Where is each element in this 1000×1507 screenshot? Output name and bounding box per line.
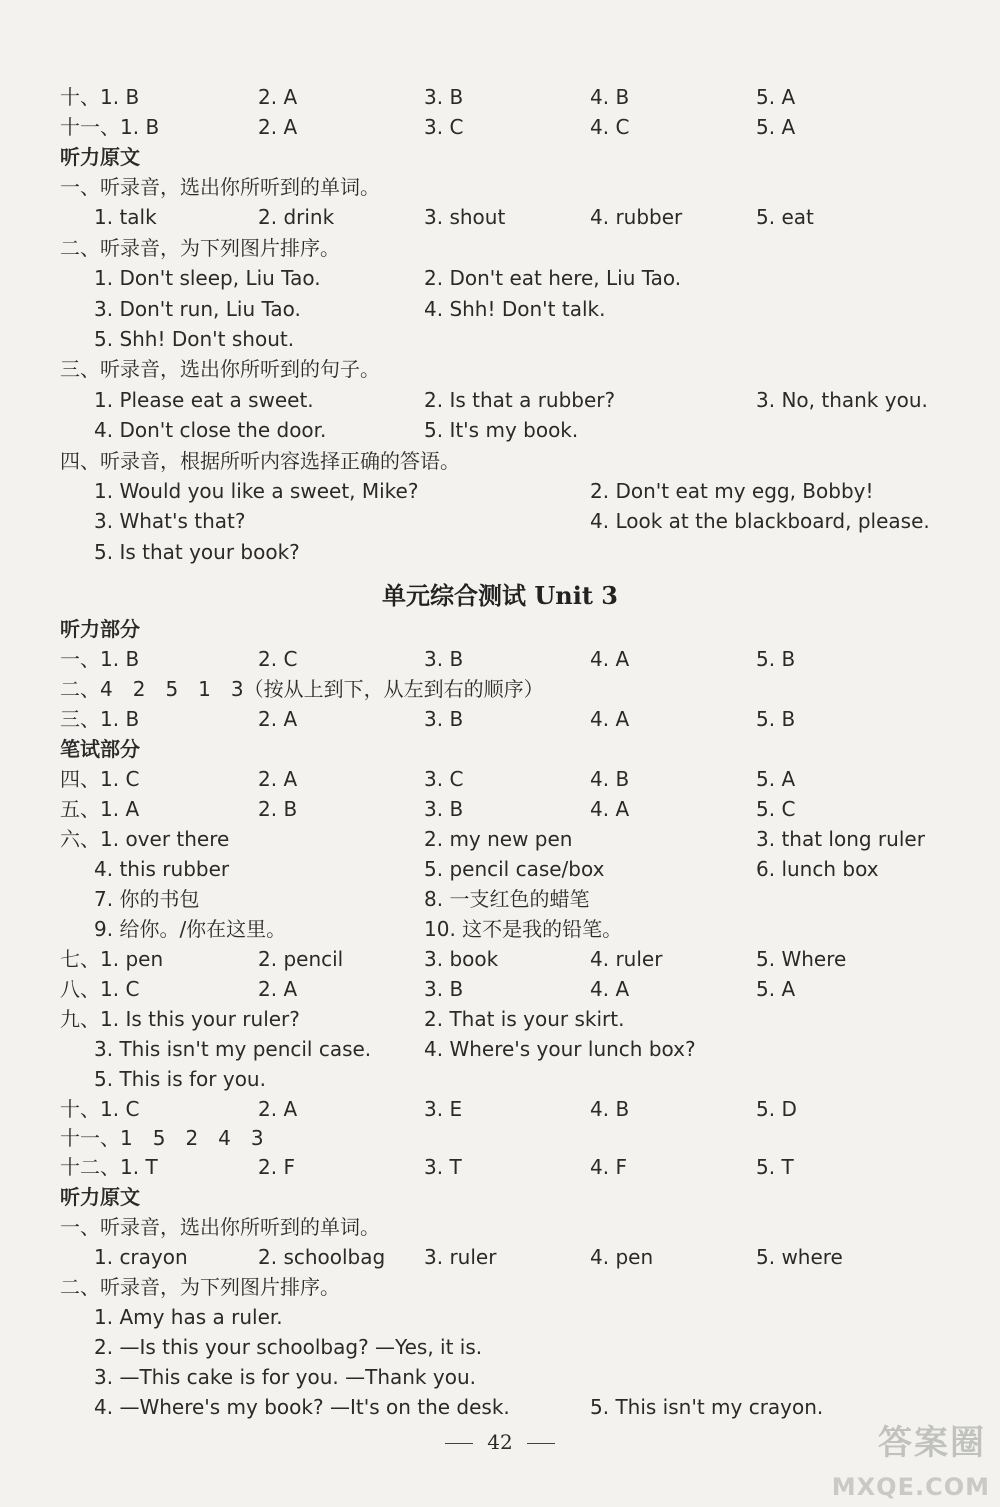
answer-item: 4. Where's your lunch box?: [424, 1037, 696, 1061]
answer-item: 4. Look at the blackboard, please.: [590, 509, 930, 533]
answer-item: 5. B: [756, 647, 796, 671]
answer-item: 3. that long ruler: [756, 827, 925, 851]
answer-item: 十、1. C: [60, 1097, 140, 1121]
answer-item: 4. C: [590, 115, 630, 139]
answer-item: 5. eat: [756, 205, 814, 229]
answer-item: 听力部分: [60, 617, 140, 641]
answer-item: 2. my new pen: [424, 827, 573, 851]
answer-item: 2. C: [258, 647, 298, 671]
answer-item: 3. C: [424, 115, 464, 139]
answer-item: 4. pen: [590, 1245, 654, 1269]
answer-row: [60, 1332, 970, 1362]
answer-item: 5. Shh! Don't shout.: [94, 327, 295, 351]
answer-item: 3. What's that?: [94, 509, 246, 533]
footer-dash-left: [445, 1443, 473, 1444]
answer-item: 2. That is your skirt.: [424, 1007, 625, 1031]
answer-item: 4. B: [590, 1097, 630, 1121]
answer-item: 3. B: [424, 707, 464, 731]
answer-item: 3. C: [424, 767, 464, 791]
answer-item: 三、1. B: [60, 707, 140, 731]
answer-row: [60, 1302, 970, 1332]
answer-row: [60, 854, 970, 884]
answer-row: [60, 476, 970, 506]
section-title: 单元综合测试 Unit 3: [382, 581, 618, 610]
answer-item: 1. crayon: [94, 1245, 188, 1269]
answer-item: 九、1. Is this your ruler?: [60, 1007, 300, 1031]
answer-row: [60, 537, 970, 567]
answer-item: 3. B: [424, 647, 464, 671]
answer-item: 3. B: [424, 85, 464, 109]
answer-item: 十、1. B: [60, 85, 140, 109]
answer-item: 4. Don't close the door.: [94, 418, 327, 442]
answer-item: 3. book: [424, 947, 499, 971]
answer-item: 2. F: [258, 1155, 295, 1179]
answer-item: 2. A: [258, 767, 298, 791]
answer-row: [60, 1064, 970, 1094]
answer-item: 五、1. A: [60, 797, 140, 821]
answer-row: [60, 172, 970, 202]
watermark-logo-text: 答案圈: [878, 1423, 986, 1463]
answer-item: 4. F: [590, 1155, 627, 1179]
answer-row: [60, 233, 970, 263]
answer-item: 5. where: [756, 1245, 843, 1269]
answer-item: 2. Is that a rubber?: [424, 388, 616, 412]
answer-item: 4. A: [590, 707, 630, 731]
answer-row: [60, 1094, 970, 1124]
answer-row: [60, 884, 970, 914]
answer-item: 5. This isn't my crayon.: [590, 1395, 824, 1419]
answer-item: 2. Don't eat here, Liu Tao.: [424, 266, 682, 290]
answer-row: [60, 974, 970, 1004]
answer-row: [60, 112, 970, 142]
answer-item: 三、听录音，选出你所听到的句子。: [60, 357, 380, 381]
answer-item: 5. A: [756, 85, 796, 109]
answer-item: 1. Please eat a sweet.: [94, 388, 314, 412]
answer-item: 8. 一支红色的蜡笔: [424, 887, 590, 911]
answer-item: 4. A: [590, 797, 630, 821]
answer-row: [60, 1272, 970, 1302]
answer-item: 4. A: [590, 977, 630, 1001]
answer-item: 3. —This cake is for you. —Thank you.: [94, 1365, 476, 1389]
answer-item: 二、听录音，为下列图片排序。: [60, 236, 340, 260]
answer-row: [60, 202, 970, 232]
answer-row: [60, 294, 970, 324]
page-number: 42: [487, 1430, 513, 1454]
answer-row: [60, 1212, 970, 1242]
answer-item: 2. A: [258, 1097, 298, 1121]
answer-item: 六、1. over there: [60, 827, 230, 851]
answer-row: [60, 415, 970, 445]
answer-item: 一、1. B: [60, 647, 140, 671]
answer-item: 2. A: [258, 707, 298, 731]
answer-row: [60, 385, 970, 415]
answer-item: 4. B: [590, 767, 630, 791]
answer-item: 一、听录音，选出你所听到的单词。: [60, 1215, 380, 1239]
answer-item: 四、听录音，根据所听内容选择正确的答语。: [60, 449, 460, 473]
answer-row: [60, 506, 970, 536]
answer-item: 3. B: [424, 977, 464, 1001]
answer-item: 3. T: [424, 1155, 462, 1179]
answer-item: 2. schoolbag: [258, 1245, 386, 1269]
answer-row: [60, 644, 970, 674]
answer-item: 5. A: [756, 767, 796, 791]
section-heading: [60, 734, 970, 764]
answer-item: 1. Would you like a sweet, Mike?: [94, 479, 419, 503]
answer-item: 四、1. C: [60, 767, 140, 791]
answer-item: 2. drink: [258, 205, 335, 229]
answer-item: 5. A: [756, 977, 796, 1001]
answer-item: 5. T: [756, 1155, 794, 1179]
section-heading: [60, 142, 970, 172]
answer-item: 2. pencil: [258, 947, 344, 971]
answer-item: 十一、1 5 2 4 3: [60, 1126, 264, 1150]
answer-item: 2. A: [258, 115, 298, 139]
answer-row: [60, 704, 970, 734]
answer-item: 2. A: [258, 85, 298, 109]
answer-item: 二、4 2 5 1 3（按从上到下，从左到右的顺序）: [60, 677, 544, 701]
answer-item: 十二、1. T: [60, 1155, 158, 1179]
answer-row: [60, 82, 970, 112]
section-heading: [60, 614, 970, 644]
answer-item: 3. No, thank you.: [756, 388, 928, 412]
answer-item: 七、1. pen: [60, 947, 164, 971]
answer-item: 4. A: [590, 647, 630, 671]
answer-item: 4. ruler: [590, 947, 663, 971]
answer-item: 5. Is that your book?: [94, 540, 300, 564]
answer-item: 3. E: [424, 1097, 463, 1121]
answer-item: 5. D: [756, 1097, 797, 1121]
answer-row: [60, 794, 970, 824]
answer-row: [60, 914, 970, 944]
answer-row: [60, 824, 970, 854]
answer-item: 5. B: [756, 707, 796, 731]
answer-row: [60, 446, 970, 476]
answer-row: [60, 324, 970, 354]
answer-item: 5. pencil case/box: [424, 857, 605, 881]
answer-item: 5. Where: [756, 947, 847, 971]
answer-item: 6. lunch box: [756, 857, 879, 881]
answer-item: 4. B: [590, 85, 630, 109]
answer-item: 1. talk: [94, 205, 157, 229]
answer-row: [60, 1242, 970, 1272]
answer-item: 10. 这不是我的铅笔。: [424, 917, 623, 941]
answer-item: 3. This isn't my pencil case.: [94, 1037, 372, 1061]
answer-row: [60, 674, 970, 704]
answer-item: 5. A: [756, 115, 796, 139]
answer-item: 一、听录音，选出你所听到的单词。: [60, 175, 380, 199]
answer-item: 3. shout: [424, 205, 506, 229]
answer-item: 2. —Is this your schoolbag? —Yes, it is.: [94, 1335, 483, 1359]
section-heading: [60, 1182, 970, 1212]
answer-item: 笔试部分: [60, 737, 140, 761]
answer-item: 十一、1. B: [60, 115, 160, 139]
answer-row: [60, 1123, 970, 1153]
answer-item: 4. —Where's my book? —It's on the desk.: [94, 1395, 510, 1419]
answer-item: 4. Shh! Don't talk.: [424, 297, 606, 321]
answer-item: 3. ruler: [424, 1245, 497, 1269]
answer-item: 1. Amy has a ruler.: [94, 1305, 283, 1329]
answer-item: 2. B: [258, 797, 298, 821]
answer-item: 听力原文: [60, 1185, 140, 1209]
answer-item: 2. A: [258, 977, 298, 1001]
answer-item: 二、听录音，为下列图片排序。: [60, 1275, 340, 1299]
watermark-url: MXQE.COM: [831, 1473, 990, 1501]
answer-row: [60, 764, 970, 794]
answer-item: 5. C: [756, 797, 796, 821]
answer-item: 3. B: [424, 797, 464, 821]
footer-dash-right: [527, 1443, 555, 1444]
answer-item: 4. this rubber: [94, 857, 230, 881]
answer-row: [60, 1362, 970, 1392]
answer-item: 八、1. C: [60, 977, 140, 1001]
answer-item: 5. This is for you.: [94, 1067, 266, 1091]
answer-item: 听力原文: [60, 145, 140, 169]
answer-item: 1. Don't sleep, Liu Tao.: [94, 266, 321, 290]
answer-item: 5. It's my book.: [424, 418, 579, 442]
answer-item: 7. 你的书包: [94, 887, 200, 911]
answer-item: 4. rubber: [590, 205, 683, 229]
answer-row: [60, 1004, 970, 1034]
site-watermark: [826, 1415, 996, 1501]
answer-row: [60, 354, 970, 384]
answer-row: [60, 1034, 970, 1064]
answer-item: 3. Don't run, Liu Tao.: [94, 297, 301, 321]
answer-row: [60, 1152, 970, 1182]
answer-row: [60, 263, 970, 293]
answer-item: 2. Don't eat my egg, Bobby!: [590, 479, 874, 503]
answer-item: 9. 给你。/你在这里。: [94, 917, 287, 941]
answer-row: [60, 944, 970, 974]
